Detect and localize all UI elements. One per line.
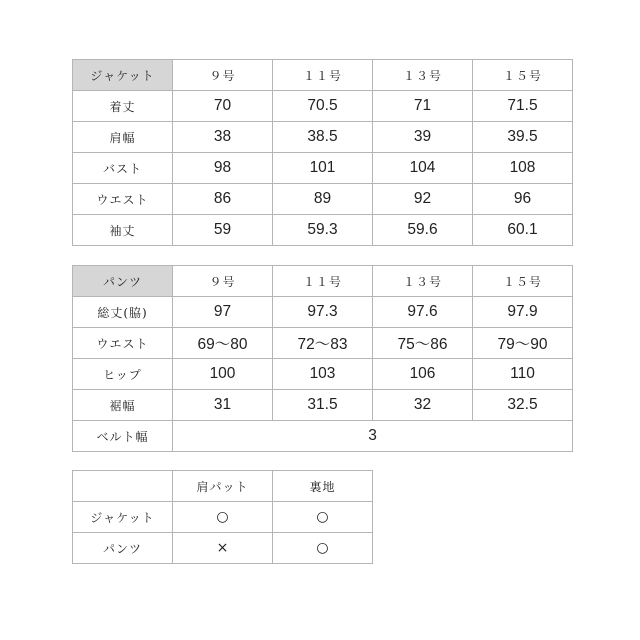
table-row [73,184,573,215]
cell-value: 75～86 [373,328,473,359]
cell-value: 106 [373,359,473,390]
cell-value: 108 [473,153,573,184]
cell-value: 98 [173,153,273,184]
cell-value: 70 [173,91,273,122]
pants-header-row [73,266,573,297]
cell-value: 60.1 [473,215,573,246]
options-header-empty [73,471,173,502]
cell-value: 39 [373,122,473,153]
cell-value: 72～83 [273,328,373,359]
cell-value: 70.5 [273,91,373,122]
cell-value: 59.6 [373,215,473,246]
cell-value: 59 [173,215,273,246]
options-header-row [73,471,373,502]
cell-value: ○ [173,502,273,533]
cell-value: 97.6 [373,297,473,328]
cell-value: 71.5 [473,91,573,122]
table-row [73,390,573,421]
cell-value: ○ [273,533,373,564]
cell-value: 104 [373,153,473,184]
cell-value: 103 [273,359,373,390]
cell-value: 59.3 [273,215,373,246]
cell-value: 97.9 [473,297,573,328]
options-header-shoulder-pad: 肩パット [173,471,273,502]
cell-value: 71 [373,91,473,122]
row-label: 裾幅 [73,390,173,421]
cell-value: 31 [173,390,273,421]
pants-header-size: １１号 [273,266,373,297]
table-row [73,533,373,564]
pants-header-size: １３号 [373,266,473,297]
jacket-header-size: １１号 [273,60,373,91]
jacket-header-title: ジャケット [73,60,173,91]
jacket-size-table [72,59,573,246]
table-row [73,297,573,328]
cell-value: 69～80 [173,328,273,359]
cell-value: 92 [373,184,473,215]
row-label: ウエスト [73,328,173,359]
row-label: 着丈 [73,91,173,122]
cell-value: 89 [273,184,373,215]
table-row-belt [73,421,573,452]
table-row [73,122,573,153]
jacket-header-size: ９号 [173,60,273,91]
options-header-lining: 裏地 [273,471,373,502]
pants-size-table [72,265,573,452]
cell-value: 86 [173,184,273,215]
cell-value: 96 [473,184,573,215]
cell-value: × [173,533,273,564]
row-label: ヒップ [73,359,173,390]
cell-value: 31.5 [273,390,373,421]
pants-header-title: パンツ [73,266,173,297]
jacket-header-row [73,60,573,91]
options-table [72,470,373,564]
jacket-header-size: １５号 [473,60,573,91]
cell-value: 97 [173,297,273,328]
cell-value: 100 [173,359,273,390]
table-row [73,91,573,122]
row-label: パンツ [73,533,173,564]
table-row [73,502,373,533]
row-label: 総丈(脇) [73,297,173,328]
table-row [73,215,573,246]
row-label: 袖丈 [73,215,173,246]
belt-width-value: 3 [173,421,573,452]
jacket-header-size: １３号 [373,60,473,91]
table-row [73,328,573,359]
cell-value: 32.5 [473,390,573,421]
pants-header-size: ９号 [173,266,273,297]
cell-value: ○ [273,502,373,533]
cell-value: 101 [273,153,373,184]
pants-header-size: １５号 [473,266,573,297]
cell-value: 97.3 [273,297,373,328]
row-label: ベルト幅 [73,421,173,452]
row-label: ジャケット [73,502,173,533]
cell-value: 38.5 [273,122,373,153]
cell-value: 32 [373,390,473,421]
cell-value: 110 [473,359,573,390]
cell-value: 79～90 [473,328,573,359]
cell-value: 38 [173,122,273,153]
cell-value: 39.5 [473,122,573,153]
row-label: 肩幅 [73,122,173,153]
row-label: ウエスト [73,184,173,215]
row-label: バスト [73,153,173,184]
table-row [73,359,573,390]
table-row [73,153,573,184]
